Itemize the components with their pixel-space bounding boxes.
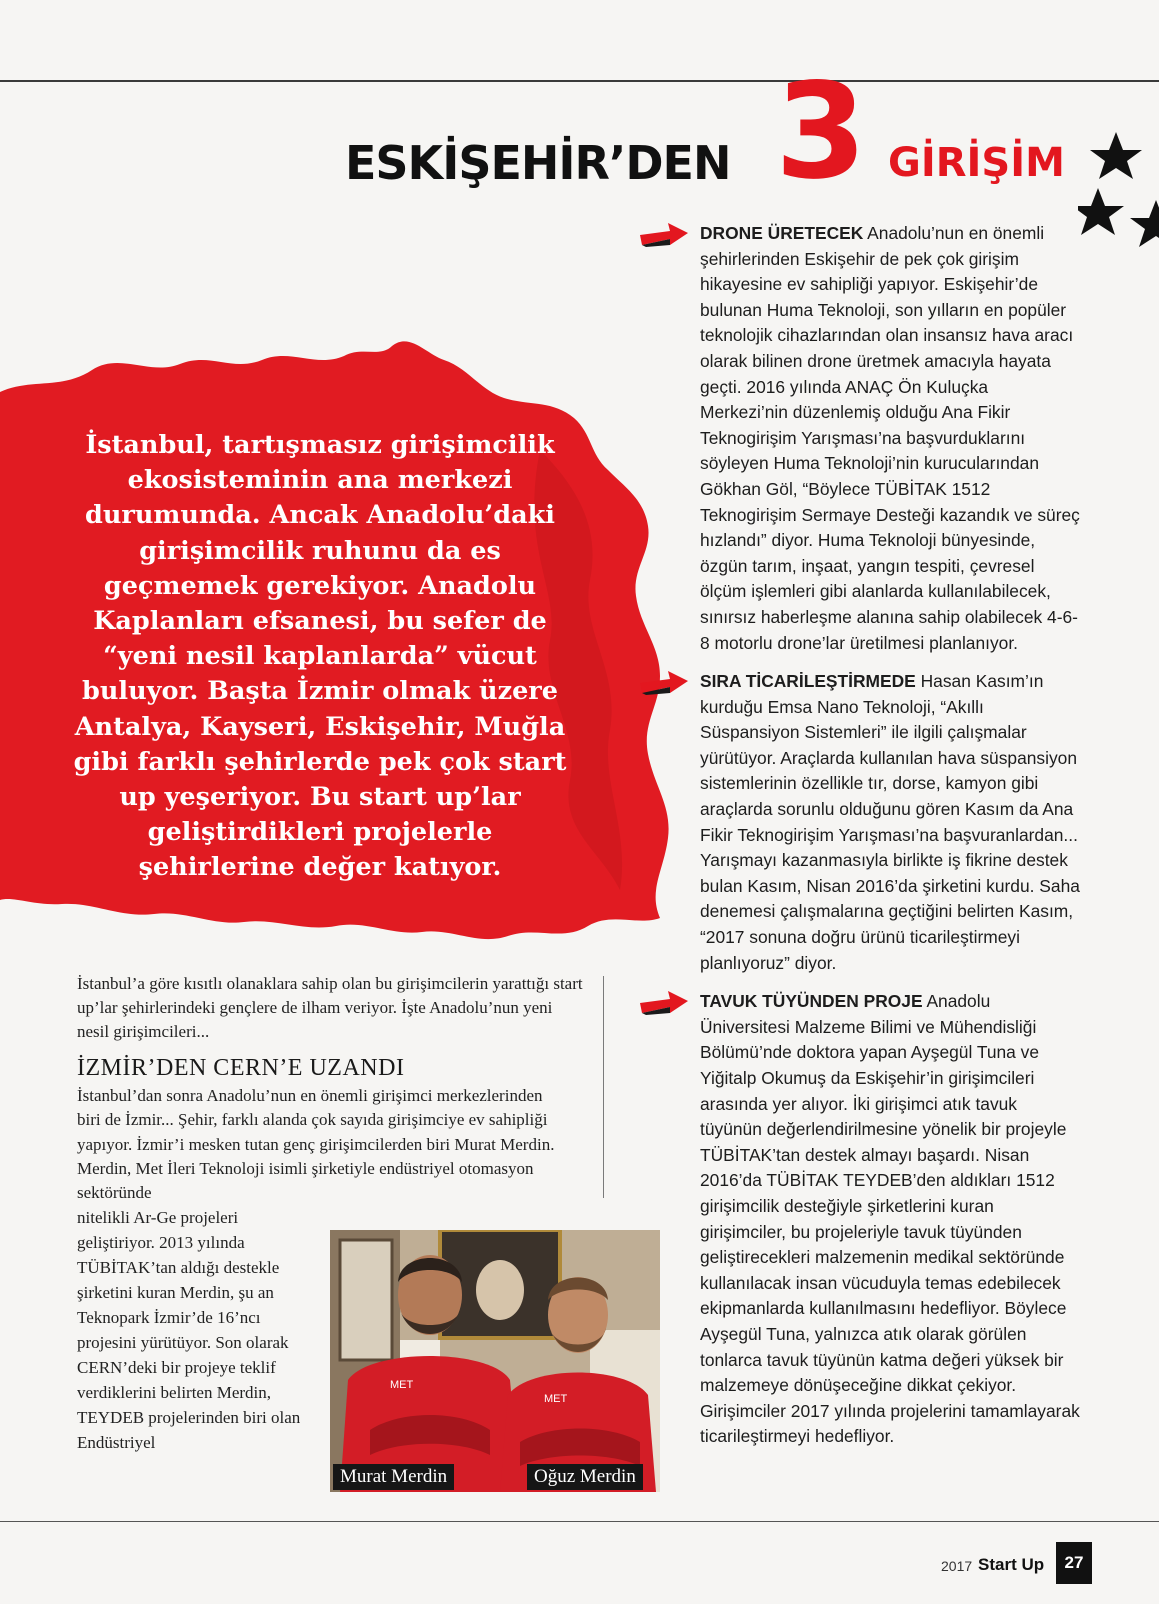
founders-photo-illustration (330, 1230, 660, 1492)
section-body: Anadolu’nun en önemli şehirlerinden Eskişehir de pek çok girişim hikayesine ev sahipliği yapıyor. Eskişehir’de bulunan Huma Teknoloji, son yılların en popüler teknolojik cihazlarından olan insansız hava aracı olarak bilinen drone üretmek amacıyla hayata geçti. 2016 yılında ANAÇ Ön Kuluçka Merkezi’nin düzenlemiş olduğu Ana Fikir Teknogirişim Yarışması’na başvurduklarını söyleyen Huma Teknoloji’nin kurucularından Gökhan Göl, “Böylece TÜBİTAK 1512 Teknogirişim Sermaye Desteği kazandık ve süreç hızlandı” diyor. Huma Teknoloji bünyesinde, özgün tarım, inşaat, yangın tespiti, çevresel ölçüm işlemleri gibi alanlarda kullanılabilecek, sınırsız haberleşme alanına sahip olabilecek 4-6-8 motorlu drone’lar üretilmesi planlanıyor. (700, 223, 1080, 653)
headline-text: ESKİŞEHİR’DEN (345, 136, 731, 190)
section-body: Anadolu Üniversitesi Malzeme Bilimi ve Mühendisliği Bölümü’nde doktora yapan Ayşegül Tuna ve Yiğitalp Okumuş da Eskişehir’in girişimcileri arasında yer alıyor. İki girişimci atık tavuk tüyünün değerlendirilmesine yönelik bir projeyle TÜBİTAK’tan destek almayı başardı. Nisan 2016’da TÜBİTAK TEYDEB’den aldıkları 1512 girişimcilik desteğiyle şirketlerini kuran girişimciler, bu projeleriyle tavuk tüyünden geliştirecekleri malzemenin medikal sektöründe kullanılacak insan vücuduyla temas edebilecek ekipmanlarda kullanılmasını hedefliyor. Böylece Ayşegül Tuna, yalnızca atık olarak görülen tonlarca tavuk tüyünün katma değeri yüksek bir malzemeye dönüşeceğine dikkat çekiyor. Girişimciler 2017 yılında projelerini tamamlayarak ticarileştirmeyi hedefliyor. (700, 991, 1080, 1447)
izmir-body-continued: nitelikli Ar-Ge projeleri geliştiriyor. 2013 yılında TÜBİTAK’tan aldığı destekle şirketini kuran Merdin, şu an Teknopark İzmir’de 16’ncı projesini yürütüyor. Son olarak CERN’deki bir projeye teklif verdiklerini belirten Merdin, TEYDEB projelerinden biri olan Endüstriyel (77, 1208, 301, 1453)
section-commercialization (640, 669, 1080, 976)
intro-paragraph: İstanbul’a göre kısıtlı olanaklara sahip olan bu girişimcilerin yarattığı start up’lar şehirlerindeki gençlere de ilham veriyor. İşte Anadolu’nun yeni nesil girişimcileri... (77, 974, 583, 1041)
arrow-icon (640, 669, 688, 695)
founders-photo (330, 1230, 660, 1492)
izmir-heading: İZMİR’DEN CERN’E UZANDI (77, 1055, 405, 1081)
bottom-rule (0, 1521, 1159, 1522)
arrow-icon (640, 989, 688, 1015)
section-body: Hasan Kasım’ın kurduğu Emsa Nano Teknoloji, “Akıllı Süspansiyon Sistemleri” ile ilgili çalışmalar yürütüyor. Araçlarda kullanılan hava süspansiyon sistemlerinin özellikle tır, dorse, kamyon gibi araçlarda sorunlu olduğunu gören Kasım da Ana Fikir Teknogirişim Yarışması’na başvuranlardan... Yarışmayı kazanmasıyla birlikte iş fikrine destek bulan Kasım, Nisan 2016’da şirketini kurdu. Saha denemesi çalışmalarına geçtiğini belirten Kasım, “2017 sonuna doğru ürünü ticarileştirmeyi planlıyoruz” diyor. (700, 671, 1080, 973)
stars-icon (1078, 128, 1159, 268)
page-number: 27 (1056, 1542, 1092, 1584)
section-lead: DRONE ÜRETECEK (700, 223, 864, 243)
section-lead: TAVUK TÜYÜNDEN PROJE (700, 991, 923, 1012)
section-feather (640, 989, 1080, 1450)
headline-text-red: GİRİŞİM (888, 140, 1065, 186)
section-drone (640, 221, 1080, 656)
arrow-icon (640, 221, 688, 247)
footer-year: 2017 (941, 1558, 973, 1574)
top-rule (0, 80, 1159, 82)
izmir-body: İstanbul’dan sonra Anadolu’nun en önemli girişimci merkezlerinden biri de İzmir... Şehir, farklı alanda çok sayıda girişimciye ev sahipliği yapıyor. İzmir’i mesken tutan genç girişimcilerden biri Murat Merdin. Merdin, Met İleri Teknoloji isimli şirketiyle endüstriyel otomasyon sektöründe (77, 1086, 555, 1203)
shirt-logo-right: MET (544, 1393, 568, 1405)
photo-caption-right: Oğuz Merdin (527, 1464, 643, 1490)
right-column (640, 221, 1080, 1463)
headline-number: 3 (775, 55, 867, 209)
section-lead: SIRA TİCARİLEŞTİRMEDE (700, 671, 916, 692)
pull-quote: İstanbul, tartışmasız girişimcilik ekosisteminin ana merkezi durumunda. Ancak Anadolu’daki girişimcilik ruhunu da es geçmemek gerekiyor. Anadolu Kaplanları efsanesi, bu sefer de “yeni nesil kaplanlarda” vücut buluyor. Başta İzmir olmak üzere Antalya, Kayseri, Eskişehir, Muğla gibi farklı şehirlerde pek çok start up yeşeriyor. Bu start up’lar geliştirdikleri projelerle şehirlerine değer katıyor. (73, 430, 567, 883)
footer-magazine-name: Start Up (978, 1555, 1045, 1574)
column-divider (603, 976, 604, 1198)
shirt-logo-left: MET (390, 1379, 414, 1391)
photo-caption-left: Murat Merdin (333, 1464, 454, 1490)
